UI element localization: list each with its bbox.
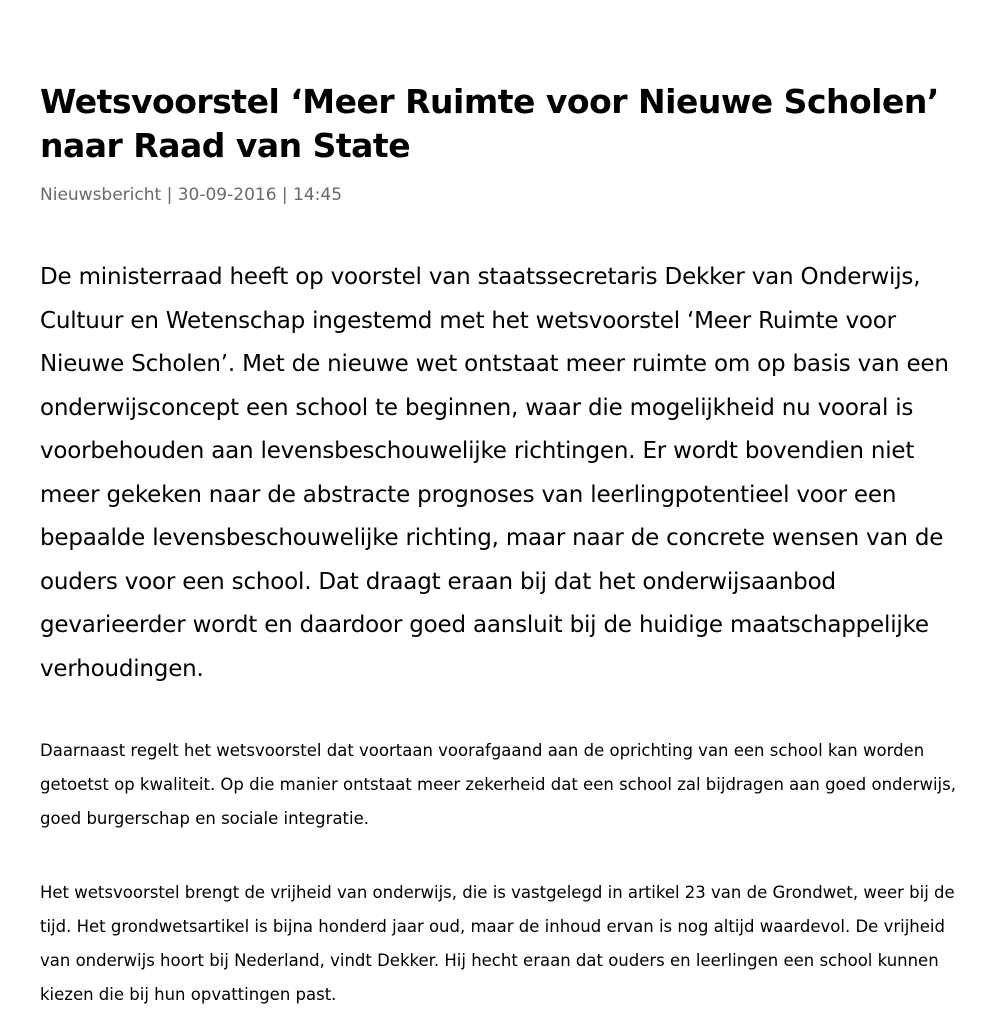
page-title: Wetsvoorstel ‘Meer Ruimte voor Nieuwe Scholen’ naar Raad van State [40, 82, 939, 165]
article-meta: Nieuwsbericht | 30-09-2016 | 14:45 [40, 185, 343, 205]
body-paragraph-2: Het wetsvoorstel brengt de vrijheid van onderwijs, die is vastgelegd in artikel 23 van de Grondwet, weer bij de tijd. Het grondwetsartikel is bijna honderd jaar oud, maar de inhoud ervan is nog altijd waardevol. De vrijheid van onderwijs hoort bij Nederland, vindt Dekker. Hij hecht eraan dat ouders en leerlingen een school kunnen kiezen die bij hun opvattingen past. [40, 883, 955, 1004]
body-paragraph-1: Daarnaast regelt het wetsvoorstel dat voortaan voorafgaand aan de oprichting van een school kan worden getoetst op kwaliteit. Op die manier ontstaat meer zekerheid dat een school zal bijdragen aan goed onderwijs, goed burgerschap en sociale integratie. [40, 741, 956, 828]
lead-paragraph: De ministerraad heeft op voorstel van staatssecretaris Dekker van Onderwijs, Cultuur en Wetenschap ingestemd met het wetsvoorstel ‘Meer Ruimte voor Nieuwe Scholen’. Met de nieuwe wet ontstaat meer ruimte om op basis van een onderwijsconcept een school te beginnen, waar die mogelijkheid nu vooral is voorbehouden aan levensbeschouwelijke richtingen. Er wordt bovendien niet meer gekeken naar de abstracte prognoses van leerlingpotentieel voor een bepaalde levensbeschouwelijke richting, maar naar de concrete wensen van de ouders voor een school. Dat draagt eraan bij dat het onderwijsaanbod gevarieerder wordt en daardoor goed aansluit bij de huidige maatschappelijke verhoudingen. [40, 264, 949, 682]
news-article [40, 80, 960, 1012]
